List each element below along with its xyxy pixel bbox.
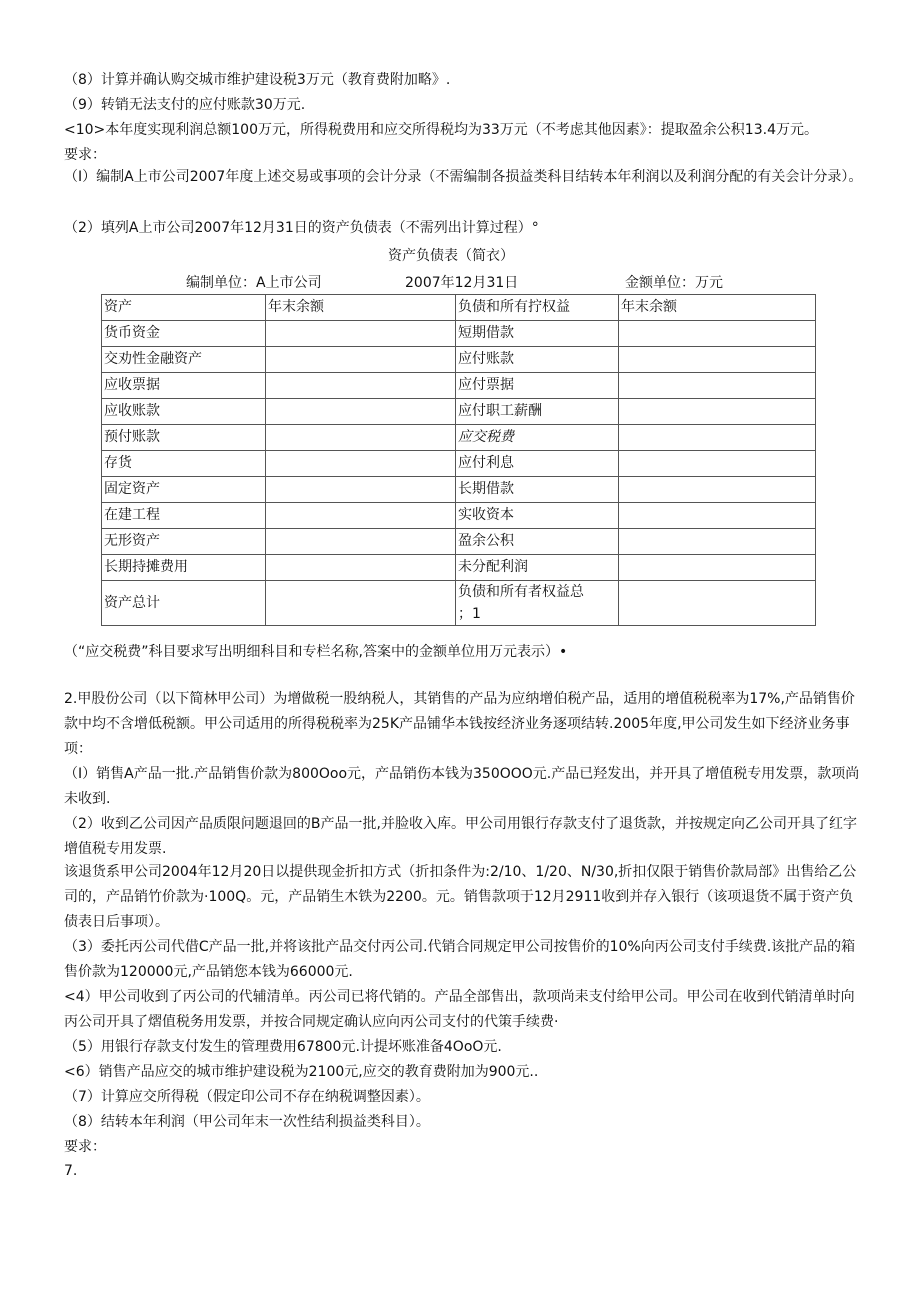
liability-value-cell: [619, 321, 816, 347]
asset-value-cell: [266, 399, 456, 425]
asset-label: 应收票据: [102, 373, 266, 399]
liability-label: 应交税费: [456, 425, 619, 451]
total-liabilities-line1: 负债和所有者权益总: [458, 584, 584, 600]
q2-requirement-label: 要求：: [64, 1139, 106, 1155]
requirement-2: （2）填列A上市公司2007年12月31日的资产负债表（不需列出计算过程）°: [64, 220, 539, 236]
asset-label: 交劝性金融资产: [102, 347, 266, 373]
liability-label: 应付职工薪酬: [456, 399, 619, 425]
asset-value-cell: [266, 321, 456, 347]
q2-item-1: （I）销售A产品一批.产品销售价款为800Ooo元，产品销伤本钱为350OOO元.产品已羟发出，并开具了增值税专用发票，款项尚未收到.: [64, 766, 860, 807]
asset-value-cell: [266, 477, 456, 503]
asset-label: 应收账款: [102, 399, 266, 425]
liability-label: 应付账款: [456, 347, 619, 373]
liability-label: 长期借款: [456, 477, 619, 503]
q2-item-3: （3）委托丙公司代借C产品一批,并将该批产品交付丙公司.代销合同规定甲公司按售价的10%向丙公司支付手续费.该批产品的箱售价款为120000元,产品销您本钱为66000元.: [64, 939, 856, 980]
liability-value-cell: [619, 477, 816, 503]
liability-label: 实收资本: [456, 503, 619, 529]
total-liabilities-line2: ；1: [458, 606, 481, 622]
requirement-label: 要求：: [64, 147, 106, 163]
table-row: [102, 529, 816, 555]
table-row: [102, 373, 816, 399]
q2-item-7: （7）计算应交所得税（假定印公司不存在纳税调整因素）。: [64, 1089, 430, 1105]
table-row: [102, 321, 816, 347]
asset-value-cell: [266, 347, 456, 373]
q2-item-8: （8）结转本年利润（甲公司年末一次性结利损益类科目）。: [64, 1114, 430, 1130]
asset-value-cell: [266, 373, 456, 399]
header-assets: 资产: [102, 295, 266, 321]
asset-value-cell: [266, 503, 456, 529]
q2-item-2-detail: 该退货系甲公司2004年12月20日以提供现金折扣方式（折扣条件为:2/10、1/20、N/30,折扣仅限于销售价款局部》出售给乙公司的，产品销竹价款为·100Q。元，产品销生木铁为2200。元。销售款项于12月2911收到并存入银行（该项退货不属于资产负债表日后事项）。: [64, 864, 857, 930]
header-assets-balance: 年末余额: [266, 295, 456, 321]
balance-sheet-table: [101, 294, 816, 626]
table-row: [102, 477, 816, 503]
header-liabilities-balance: 年末余额: [619, 295, 816, 321]
item-9: （9）转销无法支付的应付账款30万元.: [64, 97, 306, 113]
table-row: [102, 503, 816, 529]
table-title: 资产负债表（简衣）: [388, 248, 514, 264]
liability-label: 应付利息: [456, 451, 619, 477]
total-assets-label: 资产总计: [102, 581, 266, 626]
asset-label: 固定资产: [102, 477, 266, 503]
table-row: [102, 399, 816, 425]
asset-label: 存货: [102, 451, 266, 477]
q2-item-6: <6）销售产品应交的城市维护建设税为2100元,应交的教育费附加为900元..: [64, 1064, 539, 1080]
item-10: <10>本年度实现利润总额100万元，所得税费用和应交所得税均为33万元（不考虑其他因素》：提取盈余公积13.4万元。: [64, 122, 818, 138]
asset-label: 货币资金: [102, 321, 266, 347]
liability-label: 未分配利润: [456, 555, 619, 581]
asset-value-cell: [266, 451, 456, 477]
total-liabilities-value: [619, 581, 816, 626]
q2-item-4: <4）甲公司收到了丙公司的代辅清单。丙公司已将代销的。产品全部售出，款项尚耒支付给甲公司。甲公司在收到代销清单时向丙公司开具了熠值税务用发票，并按合同规定确认应向丙公司支付的代策手续费·: [64, 989, 855, 1030]
requirement-1: （I）编制A上市公司2007年度上述交易或事项的会计分录（不需编制各损益类科目结转本年利润以及利润分配的有关会计分录）。: [64, 169, 863, 185]
liability-label: 短期借款: [456, 321, 619, 347]
liability-value-cell: [619, 503, 816, 529]
q2-item-2: （2）收到乙公司因产品质限问题退回的B产品一批,并脸收入库。甲公司用银行存款支付了退货款，并按规定向乙公司开具了红字增值税专用发票.: [64, 816, 857, 857]
total-liabilities-label: [456, 581, 619, 626]
liability-value-cell: [619, 347, 816, 373]
table-date: 2007年12月31日: [405, 275, 519, 291]
table-unit: 编制单位：A上市公司: [186, 275, 322, 291]
liability-value-cell: [619, 529, 816, 555]
q2-end-number: 7.: [64, 1163, 78, 1179]
asset-label: 在建工程: [102, 503, 266, 529]
liability-value-cell: [619, 555, 816, 581]
liability-value-cell: [619, 425, 816, 451]
liability-value-cell: [619, 373, 816, 399]
asset-value-cell: [266, 555, 456, 581]
q2-item-5: （5）用银行存款支付发生的管理费用67800元.计提坏账准备4OoO元.: [64, 1039, 502, 1055]
asset-label: 无形资产: [102, 529, 266, 555]
q2-intro: 2.甲股份公司（以下简林甲公司）为增做税一股纳税人，其销售的产品为应纳增伯税产品，适用的增值税税率为17%,产品销售价款中均不含增低税额。甲公司适用的所得税税率为25K产品铺华本钱按经济业务逐项结转.2005年度,甲公司发生如下经济业务事项：: [64, 691, 855, 757]
liability-value-cell: [619, 399, 816, 425]
liability-label: 盈余公积: [456, 529, 619, 555]
asset-label: 长期持摊费用: [102, 555, 266, 581]
table-header-row: [102, 295, 816, 321]
liability-value-cell: [619, 451, 816, 477]
total-assets-value: [266, 581, 456, 626]
table-row: [102, 347, 816, 373]
table-note: （“应交税费”科目要求写出明细科目和专栏名称,答案中的金额单位用万元表示）•: [64, 644, 568, 660]
asset-label: 预付账款: [102, 425, 266, 451]
table-currency: 金额单位：万元: [625, 275, 723, 291]
table-row: [102, 451, 816, 477]
asset-value-cell: [266, 529, 456, 555]
item-8: （8）计算并确认购交城市维护建设税3万元（教育费附加略》.: [64, 72, 451, 88]
header-liabilities: 负债和所有拧权益: [456, 295, 619, 321]
table-row: [102, 555, 816, 581]
liability-label: 应付票据: [456, 373, 619, 399]
table-row: [102, 425, 816, 451]
asset-value-cell: [266, 425, 456, 451]
table-total-row: [102, 581, 816, 626]
